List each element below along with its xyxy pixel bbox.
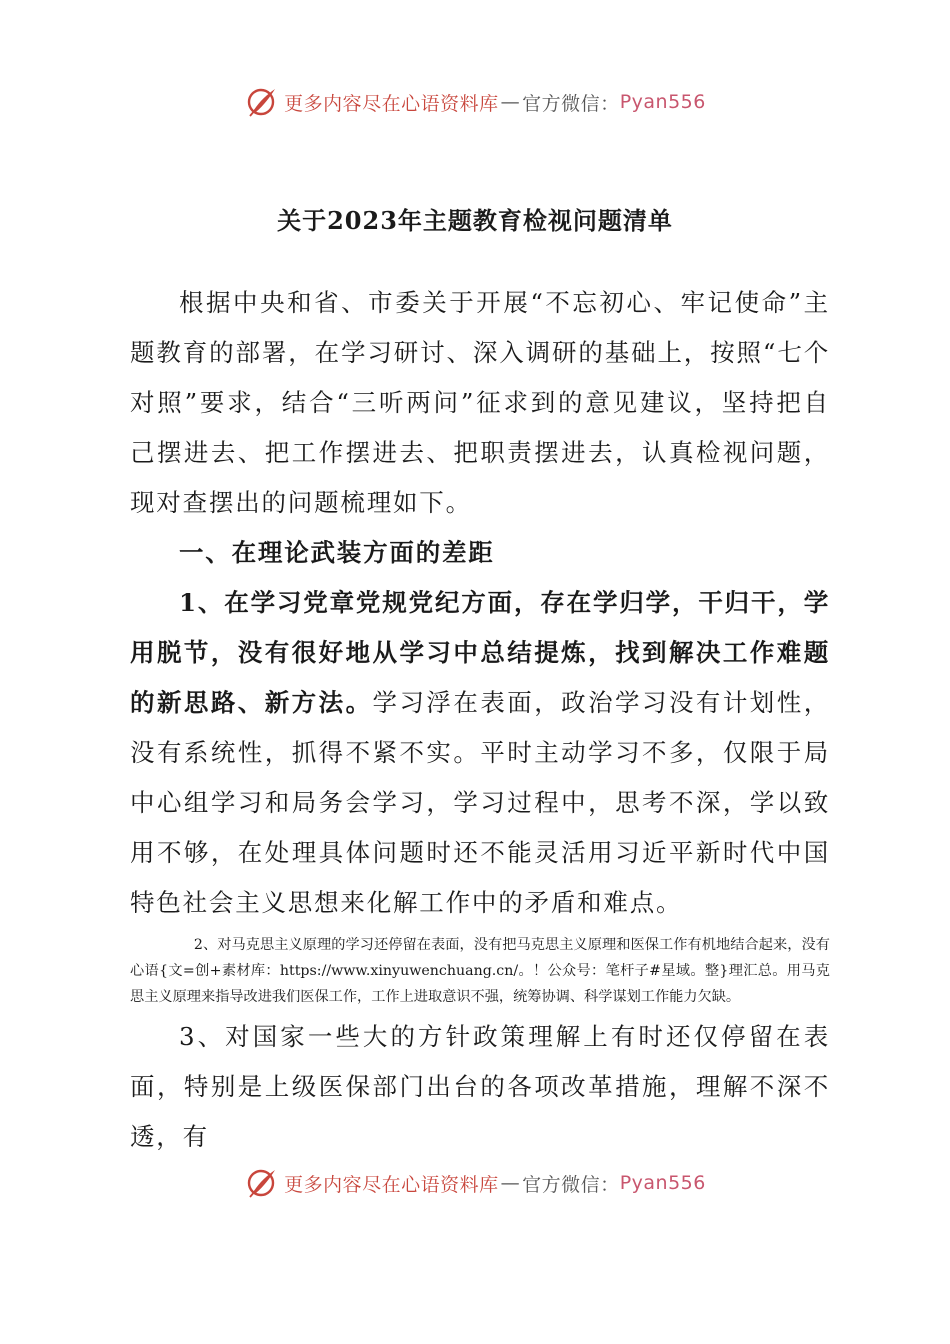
item1-bold-lead: 1、在学习党章党规党纪方面，存在学归学，干归干，学用脱节，没有很好地从学习中总结提炼，找到解决工作难题的新思路、新方法。 [130, 588, 830, 717]
item1-body: 学习浮在表面，政治学习没有计划性，没有系统性，抓得不紧不实。平时主动学习不多，仅限于局中心组学习和局务会学习，学习过程中，思考不深，学以致用不够，在处理具体问题时还不能灵活用习近平新时代中国特色社会主义思想来化解工作中的矛盾和难点。 [130, 688, 830, 917]
footer-brand: 更多内容尽在心语资料库 [284, 1173, 499, 1196]
document-body [130, 278, 830, 1162]
footer-wechat-label: 官方微信： [522, 1173, 620, 1196]
item3-paragraph: 3、对国家一些大的方针政策理解上有时还仅停留在表面，特别是上级医保部门出台的各项改革措施，理解不深不透，有 [130, 1022, 830, 1151]
intro-paragraph: 根据中央和省、市委关于开展“不忘初心、牢记使命”主题教育的部署，在学习研讨、深入调研的基础上，按照“七个对照”要求，结合“三听两问”征求到的意见建议，坚持把自己摆进去、把工作摆进去、把职责摆进去，认真检视问题，现对查摆出的问题梳理如下。 [130, 288, 830, 517]
item1-paragraph [130, 578, 830, 928]
quill-pen-logo-icon [244, 85, 278, 119]
footer-wechat-id: Pyan556 [619, 1172, 706, 1194]
banner-brand: 更多内容尽在心语资料库 [284, 92, 499, 115]
document-title: 关于2023年主题教育检视问题清单 [277, 206, 673, 235]
footer-banner [0, 1163, 950, 1203]
item2-paragraph: 2、对马克思主义原理的学习还停留在表面，没有把马克思主义原理和医保工作有机地结合起来，没有心语{文=创+素材库：https://www.xinyuwenchuang.cn/。！公众号：笔杆子#星域。整}理汇总。用马克思主义原理来指导改进我们医保工作，工作上进取意识不强，统筹协调、科学谋划工作能力欠缺。 [130, 937, 830, 1005]
quill-pen-logo-icon [244, 1166, 278, 1200]
section1-heading: 一、在理论武装方面的差距 [179, 538, 495, 567]
banner-dash: — [500, 91, 521, 113]
banner-wechat-id: Pyan556 [619, 91, 706, 113]
header-banner [0, 82, 950, 122]
footer-dash: — [500, 1172, 521, 1194]
banner-wechat-label: 官方微信： [522, 92, 620, 115]
